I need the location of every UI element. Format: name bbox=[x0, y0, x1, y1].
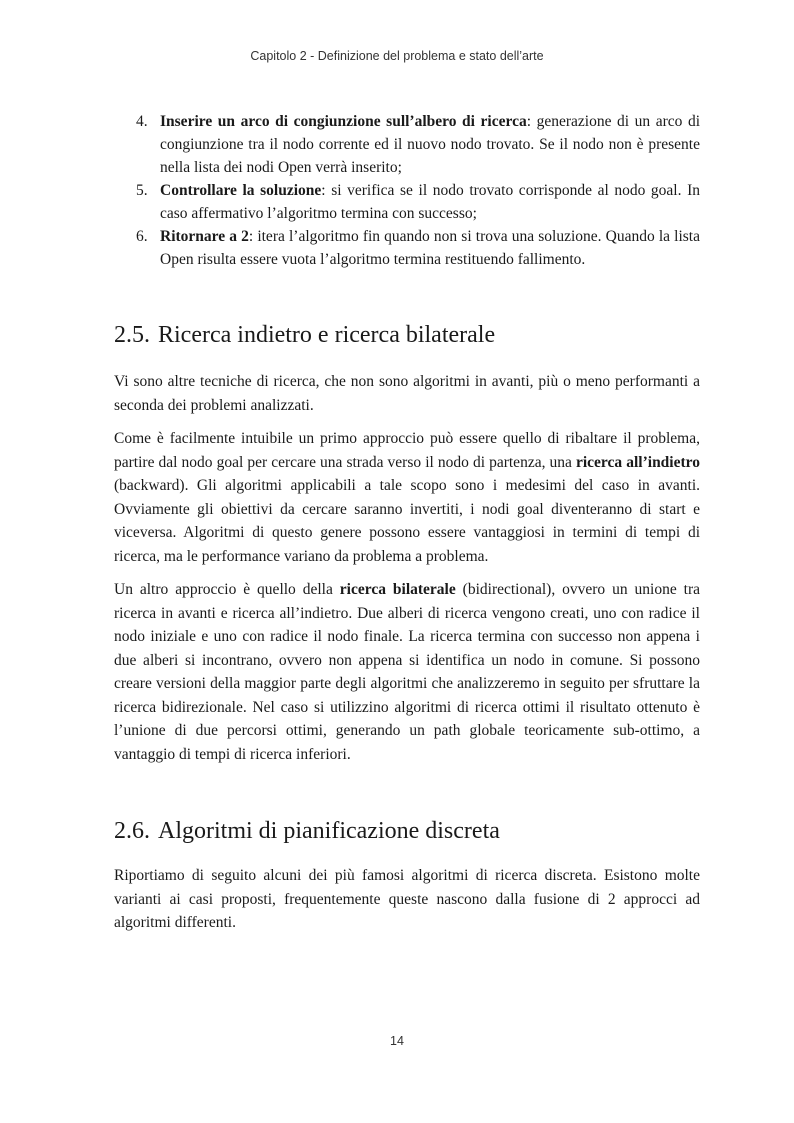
algorithm-steps-list bbox=[114, 110, 700, 271]
section-title: Ricerca indietro e ricerca bilaterale bbox=[158, 322, 496, 348]
list-item bbox=[114, 179, 700, 225]
page-number: 14 bbox=[390, 1034, 404, 1048]
paragraph-text: (backward). Gli algoritmi applicabili a tale scopo sono i medesimi del caso in avanti. Ovviamente gli obiettivi da cercare saranno invertiti, i nodi goal diventeranno di start e viceversa. Algoritmi di questo genere possono essere vantaggiosi in termini di tempi di ricerca, ma le performance variano da problema a problema. bbox=[114, 477, 700, 565]
running-header: Capitolo 2 - Definizione del problema e stato dell’arte bbox=[250, 49, 544, 63]
paragraph bbox=[114, 578, 700, 766]
list-item bbox=[114, 225, 700, 271]
list-item-text: : itera l’algoritmo fin quando non si trova una soluzione. Quando la lista Open risulta essere vuota l’algoritmo termina restituendo fallimento. bbox=[160, 228, 700, 268]
paragraph-text: Come è facilmente intuibile un primo approccio può essere quello di ribaltare il problema, partire dal nodo goal per cercare una strada verso il nodo di partenza, una bbox=[114, 430, 700, 471]
list-item-title: Controllare la soluzione bbox=[160, 182, 322, 199]
section-title: Algoritmi di pianificazione discreta bbox=[158, 818, 500, 844]
section-heading-2-5 bbox=[114, 320, 700, 350]
bold-term: ricerca bilaterale bbox=[339, 581, 456, 598]
list-item-number: 5. bbox=[136, 182, 148, 199]
list-item-title: Ritornare a 2 bbox=[160, 228, 249, 245]
paragraph: Riportiamo di seguito alcuni dei più famosi algoritmi di ricerca discreta. Esistono molte varianti ai casi proposti, frequentemente queste nascono dalla fusione di 2 approcci ad algoritmi differenti. bbox=[114, 867, 700, 931]
list-item-text: : generazione di un arco di congiunzione tra il nodo corrente ed il nuovo nodo trovato. Se il nodo non è presente nella lista dei nodi Open verrà inserito; bbox=[160, 113, 700, 176]
section-heading-2-6 bbox=[114, 816, 700, 846]
section-number: 2.6. bbox=[114, 818, 150, 844]
list-item-text: : si verifica se il nodo trovato corrisponde al nodo goal. In caso affermativo l’algoritmo termina con successo; bbox=[160, 182, 700, 222]
list-item-number: 6. bbox=[136, 228, 148, 245]
page-content bbox=[114, 110, 700, 935]
list-item bbox=[114, 110, 700, 179]
paragraph: Vi sono altre tecniche di ricerca, che non sono algoritmi in avanti, più o meno performanti a seconda dei problemi analizzati. bbox=[114, 373, 700, 414]
bold-term: ricerca all’indietro bbox=[575, 453, 701, 471]
list-item-number: 4. bbox=[136, 113, 148, 130]
paragraph bbox=[114, 427, 700, 568]
paragraph-text: (bidirectional), ovvero un unione tra ricerca in avanti e ricerca all’indietro. Due alberi di ricerca vengono creati, uno con radice il nodo iniziale e uno con radice il nodo finale. La ricerca termina con successo non appena i due alberi si incontrano, ovvero non appena si identifica un nodo in comune. Si possono creare versioni della maggior parte degli algoritmi che analizzeremo in seguito per sfruttare la ricerca bidirezionale. Nel caso si utilizzino algoritmi di ricerca ottimi il risultato ottenuto è l’unione di due percorsi ottimi, generando un path globale teoricamente sub-ottimo, a vantaggio di tempi di ricerca inferiori. bbox=[114, 581, 701, 763]
paragraph-text: Un altro approccio è quello della bbox=[114, 581, 340, 598]
section-number: 2.5. bbox=[114, 322, 150, 348]
list-item-title: Inserire un arco di congiunzione sull’albero di ricerca bbox=[160, 113, 527, 130]
